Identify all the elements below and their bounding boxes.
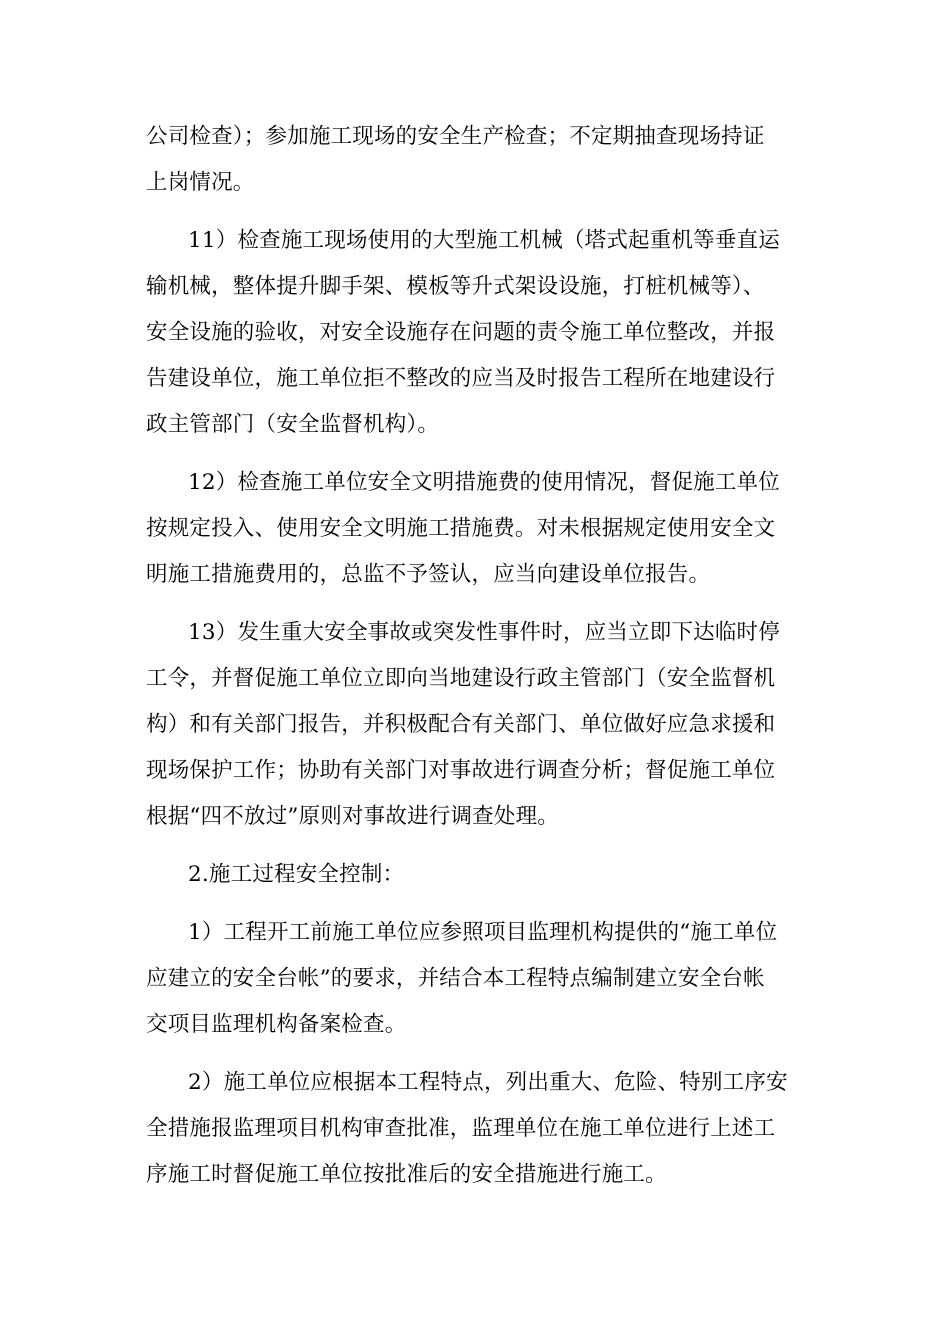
text-line: 安全设施的验收，对安全设施存在问题的责令施工单位整改，并报	[146, 320, 776, 345]
text-line: 11）检查施工现场使用的大型施工机械（塔式起重机等垂直运	[188, 228, 780, 253]
text-line: 2.施工过程安全控制：	[188, 862, 405, 887]
section-heading	[146, 852, 810, 898]
text-line: 构）和有关部门报告，并积极配合有关部门、单位做好应急求援和	[146, 712, 776, 737]
text-line: 根据“四不放过”原则对事故进行调查处理。	[146, 804, 559, 829]
text-line: 输机械，整体提升脚手架、模板等升式架设设施，打桩机械等）、	[146, 274, 765, 299]
text-line: 13）发生重大安全事故或突发性事件时，应当立即下达临时停	[188, 620, 780, 645]
paragraph-item-11	[146, 218, 810, 448]
text-line: 上岗情况。	[146, 170, 255, 195]
text-line: 2）施工单位应根据本工程特点，列出重大、危险、特别工序安	[188, 1070, 788, 1095]
text-line: 现场保护工作；协助有关部门对事故进行调查分析；督促施工单位	[146, 758, 776, 783]
text-line: 告建设单位，施工单位拒不整改的应当及时报告工程所在地建设行	[146, 366, 776, 391]
text-line: 交项目监理机构备案检查。	[146, 1012, 407, 1037]
text-line: 全措施报监理项目机构审查批准，监理单位在施工单位进行上述工	[146, 1116, 776, 1141]
paragraph-item-13	[146, 610, 810, 840]
text-line: 政主管部门（安全监督机构）。	[146, 412, 440, 437]
document-body	[146, 114, 810, 1198]
text-line: 按规定投入、使用安全文明施工措施费。对未根据规定使用安全文	[146, 516, 776, 541]
text-line: 序施工时督促施工单位按批准后的安全措施进行施工。	[146, 1162, 667, 1187]
text-line: 1）工程开工前施工单位应参照项目监理机构提供的“施工单位	[188, 920, 778, 945]
text-line: 12）检查施工单位安全文明措施费的使用情况，督促施工单位	[188, 470, 780, 495]
text-line: 应建立的安全台帐”的要求，并结合本工程特点编制建立安全台帐	[146, 966, 765, 991]
text-line: 工令，并督促施工单位立即向当地建设行政主管部门（安全监督机	[146, 666, 776, 691]
text-line: 公司检查）；参加施工现场的安全生产检查；不定期抽查现场持证	[146, 124, 765, 149]
paragraph-continuation	[146, 114, 810, 206]
paragraph-item-12	[146, 460, 810, 598]
paragraph-item-2-2	[146, 1060, 810, 1198]
paragraph-item-2-1	[146, 910, 810, 1048]
text-line: 明施工措施费用的，总监不予签认，应当向建设单位报告。	[146, 562, 711, 587]
